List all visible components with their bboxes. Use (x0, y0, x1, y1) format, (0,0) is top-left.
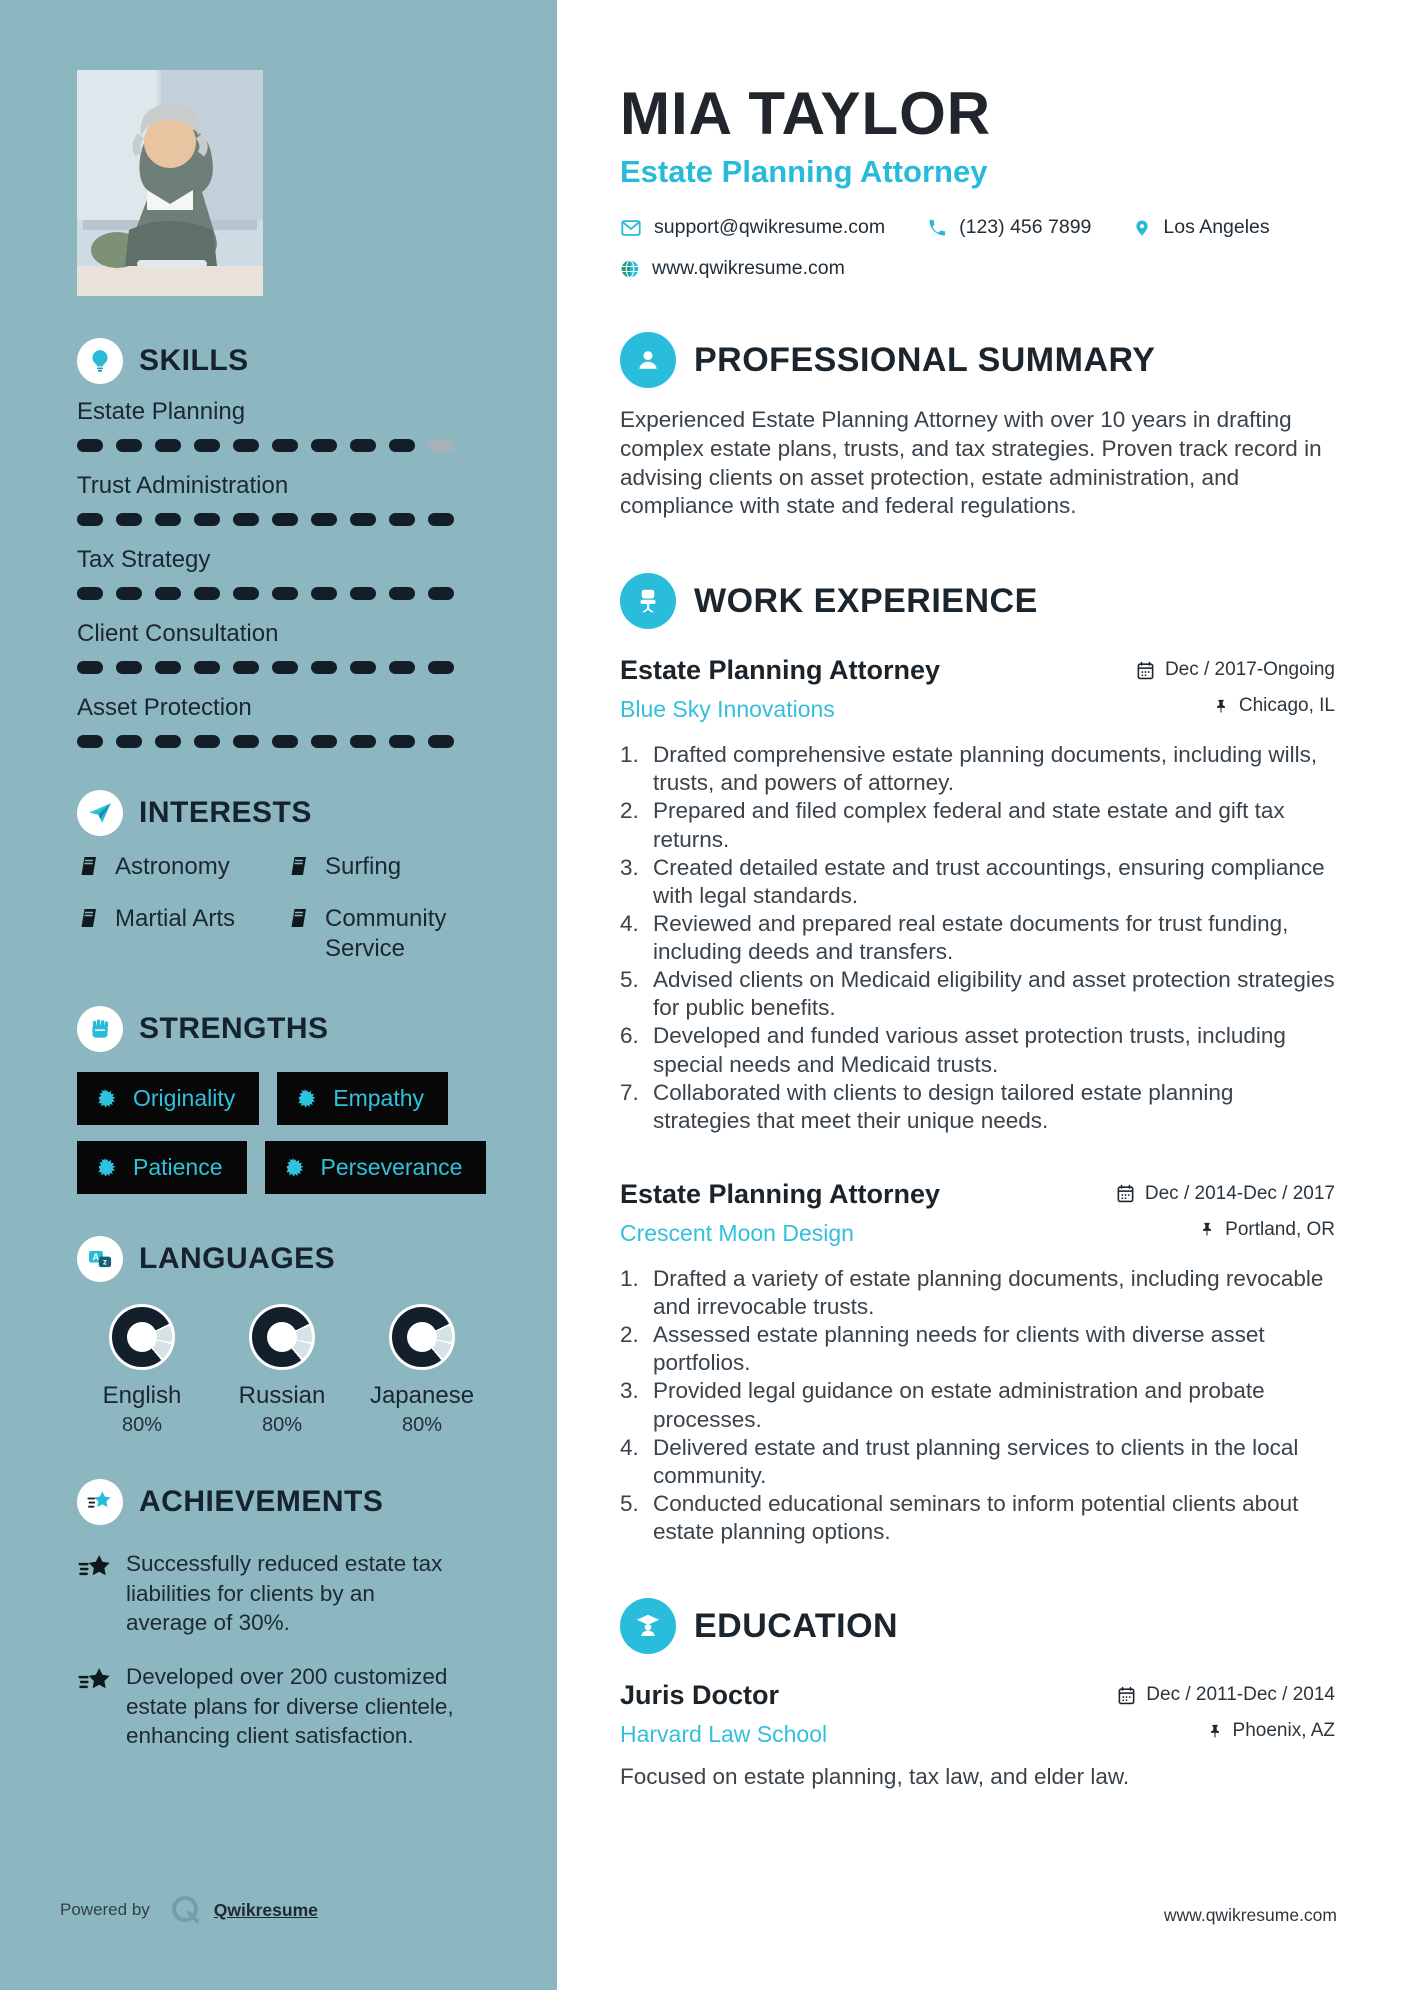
skill-dash-filled (389, 587, 415, 600)
strength-chip (265, 1141, 487, 1194)
strength-label: Empathy (333, 1085, 425, 1111)
achievement-item (77, 1549, 457, 1638)
office-chair-icon (620, 573, 676, 629)
job-company[interactable]: Crescent Moon Design (620, 1219, 854, 1246)
skill-dash-filled (272, 587, 298, 600)
job-location: Portland, OR (1225, 1218, 1335, 1240)
job-bullet: Conducted educational seminars to inform potential clients about estate planning options. (653, 1490, 1299, 1545)
skill-dash-filled (311, 513, 337, 526)
language-donut-chart (389, 1304, 455, 1370)
skill-dash-filled (155, 735, 181, 748)
globe-icon (620, 259, 640, 279)
donut-hole (407, 1322, 437, 1352)
candidate-title: Estate Planning Attorney (620, 154, 988, 189)
jobs-container (620, 655, 1335, 1546)
starburst-icon (296, 1088, 318, 1110)
skill-dash-filled (155, 587, 181, 600)
skill-dash-filled (233, 513, 259, 526)
calendar-icon (1116, 1184, 1135, 1203)
job-entry (620, 655, 1335, 1135)
skill-dash-filled (272, 661, 298, 674)
person-icon (620, 332, 676, 388)
donut-hole (127, 1322, 157, 1352)
education-dates: Dec / 2011-Dec / 2014 (1146, 1684, 1335, 1706)
svg-text:A: A (92, 1251, 100, 1262)
qwikresume-logo-icon (168, 1892, 204, 1928)
language-percent: 80% (401, 1414, 443, 1436)
skill-dash-filled (233, 735, 259, 748)
contact-row-2 (620, 257, 1335, 280)
skill-dash-filled (311, 439, 337, 452)
education-location: Phoenix, AZ (1232, 1720, 1335, 1742)
lightbulb-icon (77, 338, 123, 384)
skill-item (77, 694, 457, 748)
paper-plane-icon (77, 790, 123, 836)
starburst-icon (284, 1157, 306, 1179)
skill-level-bar (77, 735, 457, 748)
skill-level-bar (77, 439, 457, 452)
language-percent: 80% (121, 1414, 163, 1436)
book-icon (287, 854, 311, 878)
skill-dash-filled (389, 439, 415, 452)
education-heading: EDUCATION (694, 1606, 899, 1645)
contact-email[interactable]: support@qwikresume.com (620, 216, 885, 239)
interest-item (287, 852, 457, 882)
strength-chip (277, 1072, 448, 1125)
skill-dash-filled (155, 661, 181, 674)
job-bullet: Drafted a variety of estate planning documents, including revocable and irrevocable trusts. (653, 1265, 1324, 1320)
skill-dash-filled (116, 587, 142, 600)
job-entry (620, 1179, 1335, 1546)
interest-label: Community Service (325, 905, 447, 962)
achievements-section (77, 1479, 457, 1751)
calendar-icon (1117, 1686, 1136, 1705)
footer-website[interactable]: www.qwikresume.com (1163, 1905, 1337, 1925)
skill-dash-filled (389, 735, 415, 748)
school-name[interactable]: Harvard Law School (620, 1721, 828, 1748)
job-bullet: Assessed estate planning needs for clients with diverse asset portfolios. (653, 1322, 1265, 1376)
language-donut-chart (109, 1304, 175, 1370)
skill-dash-filled (311, 661, 337, 674)
skill-dash-filled (77, 587, 103, 600)
job-title: Estate Planning Attorney (620, 1178, 941, 1209)
skill-dash-filled (350, 513, 376, 526)
contact-location: Los Angeles (1133, 216, 1269, 239)
skill-dash-filled (428, 513, 454, 526)
job-company[interactable]: Blue Sky Innovations (620, 696, 835, 723)
skill-dash-filled (77, 735, 103, 748)
skill-dash-filled (194, 513, 220, 526)
book-icon (287, 906, 311, 930)
job-dates: Dec / 2017-Ongoing (1164, 659, 1335, 681)
location-pin-icon (1133, 217, 1151, 239)
pushpin-icon (1207, 1722, 1223, 1741)
starburst-icon (96, 1157, 118, 1179)
powered-by-footer (60, 1892, 318, 1928)
job-location: Chicago, IL (1238, 695, 1335, 717)
summary-text: Experienced Estate Planning Attorney with over 10 years in drafting complex estate plans, trusts, and tax strategies. Proven track record in advising clients on asset protection, estate administration, and compliance with state and federal regulations. (620, 407, 1322, 519)
skill-dash-filled (194, 439, 220, 452)
skill-dash-filled (389, 661, 415, 674)
experience-section (620, 573, 1335, 1546)
languages-section (77, 1236, 475, 1437)
candidate-name: MIA TAYLOR (620, 80, 992, 147)
summary-section (620, 332, 1335, 521)
skill-dash-filled (272, 439, 298, 452)
phone-icon (927, 218, 947, 238)
skill-label: Estate Planning (77, 398, 246, 425)
skill-dash-filled (428, 735, 454, 748)
main-content (557, 0, 1407, 1990)
calendar-icon (1136, 661, 1155, 680)
skills-heading: SKILLS (139, 344, 249, 377)
job-bullet: Reviewed and prepared real estate documents for trust funding, including deeds and transfers. (653, 910, 1289, 965)
education-entry (620, 1680, 1335, 1790)
language-label: English (102, 1382, 182, 1409)
skill-dash-filled (311, 587, 337, 600)
pushpin-icon (1199, 1220, 1215, 1239)
skill-dash-filled (155, 513, 181, 526)
skill-dash-filled (350, 661, 376, 674)
skill-label: Trust Administration (77, 472, 289, 499)
skill-label: Asset Protection (77, 694, 252, 721)
skill-level-bar (77, 661, 457, 674)
skill-dash-filled (194, 735, 220, 748)
skill-dash-filled (116, 513, 142, 526)
skill-dash-filled (77, 513, 103, 526)
interest-label: Astronomy (115, 853, 230, 880)
skill-item (77, 472, 457, 526)
skill-dash-filled (155, 439, 181, 452)
shooting-star-icon (77, 1665, 113, 1699)
starburst-icon (96, 1088, 118, 1110)
shooting-star-icon (77, 1479, 123, 1525)
skill-dash-filled (116, 439, 142, 452)
strength-label: Perseverance (320, 1154, 463, 1180)
language-item (217, 1304, 347, 1437)
language-percent: 80% (261, 1414, 303, 1436)
skill-dash-filled (194, 661, 220, 674)
job-bullet: Created detailed estate and trust accountings, ensuring compliance with legal standards. (653, 854, 1325, 908)
translate-icon (77, 1236, 123, 1282)
interest-item (77, 852, 287, 882)
job-bullets (620, 741, 1335, 1135)
experience-heading: WORK EXPERIENCE (694, 581, 1038, 620)
strength-chip (77, 1141, 247, 1194)
skill-label: Tax Strategy (77, 546, 211, 573)
skill-dash-filled (428, 587, 454, 600)
skill-label: Client Consultation (77, 620, 279, 647)
language-label: Japanese (369, 1382, 475, 1409)
interests-list (77, 852, 457, 964)
svg-text:z: z (102, 1257, 107, 1267)
language-donut-chart (249, 1304, 315, 1370)
fist-icon (77, 1006, 123, 1052)
profile-photo (77, 70, 263, 296)
skills-list (77, 398, 457, 748)
interests-section (77, 790, 457, 964)
strengths-heading: STRENGTHS (139, 1012, 329, 1045)
strength-label: Originality (133, 1085, 236, 1111)
strengths-list (77, 1072, 497, 1194)
education-section (620, 1598, 1335, 1790)
skill-dash-filled (77, 661, 103, 674)
donut-hole (267, 1322, 297, 1352)
skill-dash-filled (350, 439, 376, 452)
skill-level-bar (77, 513, 457, 526)
summary-heading: PROFESSIONAL SUMMARY (694, 340, 1156, 379)
achievements-list (77, 1549, 457, 1751)
interest-item (77, 904, 287, 964)
interest-item (287, 904, 457, 964)
skill-dash-filled (350, 735, 376, 748)
contact-phone[interactable]: (123) 456 7899 (927, 216, 1091, 239)
skill-item (77, 398, 457, 452)
job-dates: Dec / 2014-Dec / 2017 (1144, 1182, 1335, 1204)
skill-dash-filled (272, 735, 298, 748)
education-note: Focused on estate planning, tax law, and elder law. (620, 1764, 1130, 1790)
job-bullet: Collaborated with clients to design tailored estate planning strategies that meet their unique needs. (653, 1079, 1234, 1133)
contact-row-1 (620, 216, 1335, 239)
skill-dash-filled (272, 513, 298, 526)
languages-heading: LANGUAGES (139, 1242, 336, 1275)
skill-dash-filled (233, 661, 259, 674)
strengths-section (77, 1006, 463, 1194)
envelope-icon (620, 217, 642, 239)
job-bullet: Delivered estate and trust planning services to clients in the local community. (653, 1434, 1299, 1488)
skill-dash-filled (233, 439, 259, 452)
pushpin-icon (1213, 697, 1229, 716)
achievement-text: Developed over 200 customized estate plans for diverse clientele, enhancing client satisfaction. (126, 1664, 454, 1749)
book-icon (77, 906, 101, 930)
skill-dash-filled (194, 587, 220, 600)
qwikresume-link[interactable]: Qwikresume (213, 1899, 318, 1920)
skill-dash-filled (350, 587, 376, 600)
job-bullet: Provided legal guidance on estate administration and probate processes. (653, 1378, 1265, 1432)
skill-dash-filled (389, 513, 415, 526)
skill-dash-filled (77, 439, 103, 452)
sidebar (0, 0, 557, 1990)
strength-label: Patience (133, 1154, 223, 1180)
shooting-star-icon (77, 1552, 113, 1586)
strength-chip (77, 1072, 259, 1125)
skills-section (77, 338, 457, 748)
skill-dash-filled (116, 735, 142, 748)
languages-list (77, 1304, 487, 1437)
skill-dash-filled (116, 661, 142, 674)
skill-dash-empty (428, 439, 454, 452)
graduate-icon (620, 1598, 676, 1654)
skill-level-bar (77, 587, 457, 600)
achievement-item (77, 1662, 457, 1751)
job-bullet: Developed and funded various asset protection trusts, including special needs and Medicaid trusts. (653, 1023, 1286, 1077)
job-bullet: Prepared and filed complex federal and state estate and gift tax returns. (653, 798, 1285, 852)
book-icon (77, 854, 101, 878)
skill-dash-filled (311, 735, 337, 748)
skill-item (77, 620, 457, 674)
powered-by-label: Powered by (60, 1900, 150, 1919)
skill-dash-filled (233, 587, 259, 600)
job-bullet: Drafted comprehensive estate planning documents, including wills, trusts, and powers of attorney. (653, 742, 1318, 796)
interest-label: Surfing (325, 853, 402, 880)
achievement-text: Successfully reduced estate tax liabilities for clients by an average of 30%. (126, 1551, 443, 1636)
contact-website[interactable]: www.qwikresume.com (620, 257, 845, 280)
interests-heading: INTERESTS (139, 796, 312, 829)
job-bullets (620, 1265, 1335, 1546)
degree-title: Juris Doctor (620, 1680, 780, 1711)
job-bullet: Advised clients on Medicaid eligibility and asset protection strategies for public benefits. (653, 967, 1335, 1021)
language-item (357, 1304, 487, 1437)
language-item (77, 1304, 207, 1437)
skill-dash-filled (428, 661, 454, 674)
skill-item (77, 546, 457, 600)
language-label: Russian (238, 1382, 326, 1409)
interest-label: Martial Arts (115, 905, 236, 932)
achievements-heading: ACHIEVEMENTS (139, 1485, 384, 1518)
job-title: Estate Planning Attorney (620, 655, 941, 686)
